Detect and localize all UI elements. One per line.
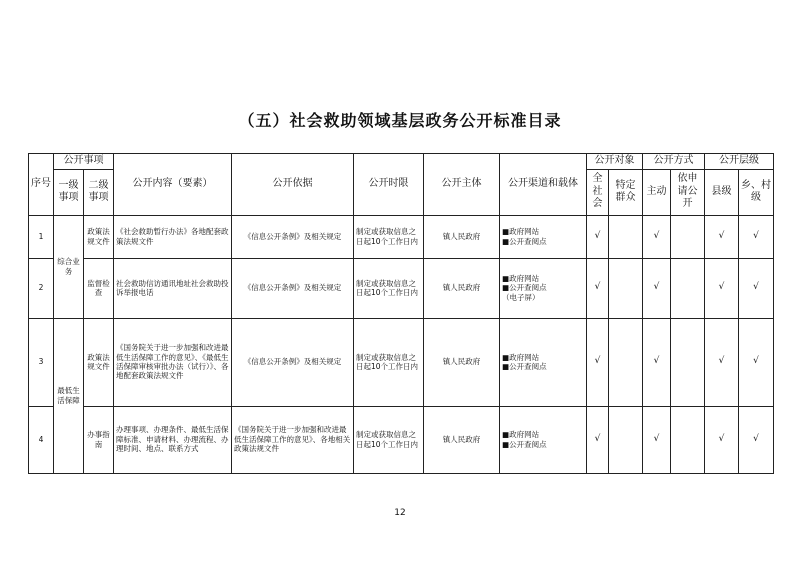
table-row	[29, 318, 774, 406]
check-active: √	[643, 406, 671, 473]
channel-item: （电子屏）	[502, 292, 540, 302]
check-all-society: √	[587, 318, 609, 406]
row-basis: 《信息公开条例》及相关规定	[232, 318, 354, 406]
header-on-request: 依申请公开	[671, 169, 705, 215]
channel-item: ■政府网站	[502, 430, 540, 440]
table-row	[29, 406, 774, 473]
row-time-limit: 制定或获取信息之日起10个工作日内	[354, 318, 424, 406]
page-number: 12	[394, 508, 406, 518]
row-level2: 政策法规文件	[84, 318, 114, 406]
channel-item: ■政府网站	[502, 273, 540, 283]
row-basis: 《信息公开条例》及相关规定	[232, 258, 354, 318]
header-target: 公开对象	[587, 154, 643, 170]
row-content: 办理事项、办理条件、最低生活保障标准、申请材料、办理流程、办理时间、地点、联系方式	[114, 406, 232, 473]
row-seq: 3	[29, 318, 54, 406]
row-channels	[500, 406, 587, 473]
row-level2: 办事指南	[84, 406, 114, 473]
check-township: √	[739, 318, 774, 406]
row-channels	[500, 318, 587, 406]
check-all-society: √	[587, 215, 609, 258]
check-on-request	[671, 258, 705, 318]
page-title: （五）社会救助领域基层政务公开标准目录	[238, 111, 562, 130]
check-on-request	[671, 215, 705, 258]
row-basis: 《信息公开条例》及相关规定	[232, 215, 354, 258]
header-seq: 序号	[29, 154, 54, 216]
check-all-society: √	[587, 406, 609, 473]
header-all-society: 全社会	[587, 169, 609, 215]
row-seq: 4	[29, 406, 54, 473]
check-specific-groups	[609, 215, 643, 258]
header-hierarchy: 公开层级	[705, 154, 774, 170]
catalog-table	[28, 153, 774, 474]
channel-item: ■公开查阅点	[502, 439, 547, 449]
header-channel: 公开渠道和载体	[500, 154, 587, 216]
row-level1: 最低生活保障	[54, 318, 84, 473]
row-seq: 2	[29, 258, 54, 318]
row-time-limit: 制定或获取信息之日起10个工作日内	[354, 258, 424, 318]
channel-item: ■公开查阅点	[502, 362, 547, 371]
table-row	[29, 215, 774, 258]
row-level2: 政策法规文件	[84, 215, 114, 258]
check-township: √	[739, 258, 774, 318]
row-content: 《国务院关于进一步加强和改进最低生活保障工作的意见》、《最低生活保障审核审批办法（试行）》、各地配套政策法规文件	[114, 318, 232, 406]
check-township: √	[739, 406, 774, 473]
check-all-society: √	[587, 258, 609, 318]
row-level1: 综合业务	[54, 215, 84, 318]
header-items: 公开事项	[54, 154, 114, 170]
header-method: 公开方式	[643, 154, 705, 170]
check-specific-groups	[609, 258, 643, 318]
header-level1: 一级事项	[54, 169, 84, 215]
row-subject: 镇人民政府	[424, 215, 500, 258]
check-active: √	[643, 215, 671, 258]
check-on-request	[671, 318, 705, 406]
row-time-limit: 制定或获取信息之日起10个工作日内	[354, 215, 424, 258]
check-active: √	[643, 258, 671, 318]
row-content: 社会救助信访通讯地址社会救助投诉举报电话	[114, 258, 232, 318]
check-on-request	[671, 406, 705, 473]
check-township: √	[739, 215, 774, 258]
channel-item: ■公开查阅点	[502, 236, 547, 246]
header-content: 公开内容（要素）	[114, 154, 232, 216]
row-subject: 镇人民政府	[424, 406, 500, 473]
header-basis: 公开依据	[232, 154, 354, 216]
channel-item: ■公开查阅点	[502, 283, 547, 293]
header-level2: 二级事项	[84, 169, 114, 215]
header-township: 乡、村级	[739, 169, 774, 215]
check-specific-groups	[609, 318, 643, 406]
header-subject: 公开主体	[424, 154, 500, 216]
row-channels	[500, 258, 587, 318]
row-subject: 镇人民政府	[424, 318, 500, 406]
header-active: 主动	[643, 169, 671, 215]
channel-item: ■政府网站	[502, 352, 540, 362]
row-seq: 1	[29, 215, 54, 258]
check-county: √	[705, 406, 739, 473]
table-row	[29, 258, 774, 318]
check-active: √	[643, 318, 671, 406]
channel-item: ■政府网站	[502, 227, 540, 237]
check-county: √	[705, 318, 739, 406]
header-county: 县级	[705, 169, 739, 215]
row-content: 《社会救助暂行办法》各地配套政策法规文件	[114, 215, 232, 258]
row-basis: 《国务院关于进一步加强和改进最低生活保障工作的意见》、各地相关政策法规文件	[232, 406, 354, 473]
row-subject: 镇人民政府	[424, 258, 500, 318]
row-time-limit: 制定或获取信息之日起10个工作日内	[354, 406, 424, 473]
row-channels	[500, 215, 587, 258]
check-specific-groups	[609, 406, 643, 473]
header-time-limit: 公开时限	[354, 154, 424, 216]
header-specific-groups: 特定群众	[609, 169, 643, 215]
check-county: √	[705, 215, 739, 258]
check-county: √	[705, 258, 739, 318]
row-level2: 监督检查	[84, 258, 114, 318]
